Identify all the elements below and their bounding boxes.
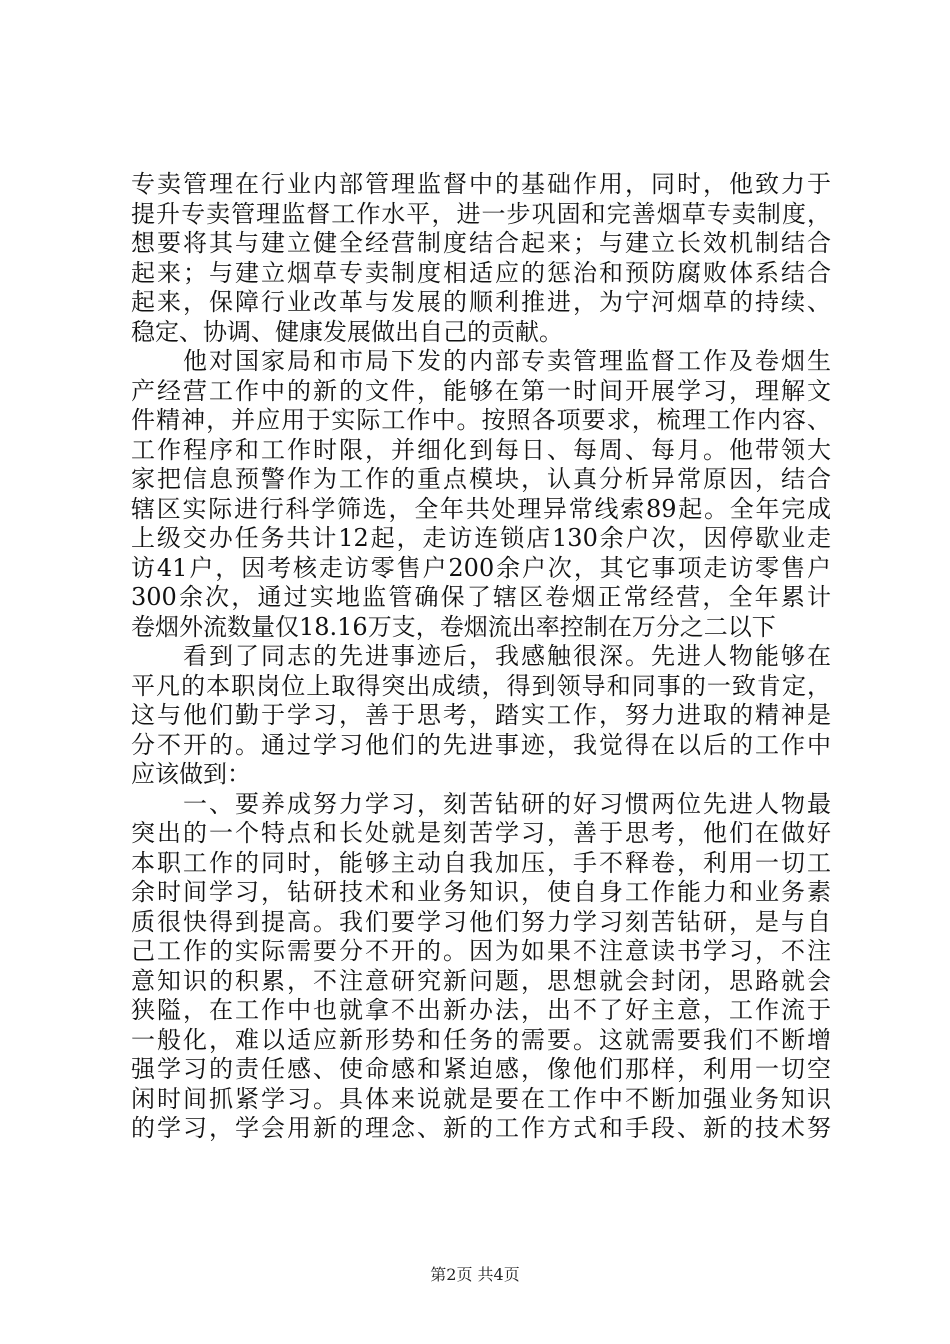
text-line: 狭隘，在工作中也就拿不出新办法，出不了好主意，工作流于 <box>131 996 831 1024</box>
text-line: 分不开的。通过学习他们的先进事迹，我觉得在以后的工作中 <box>131 730 831 759</box>
text-line: 一、要养成努力学习，刻苦钻研的好习惯两位先进人物最 <box>131 789 831 818</box>
page-footer: 第2页 共4页 <box>430 1265 520 1284</box>
text-line: 本职工作的同时，能够主动自我加压，手不释卷，利用一切工 <box>131 848 831 877</box>
text-line: 这与他们勤于学习，善于思考，踏实工作，努力进取的精神是 <box>131 701 831 729</box>
text-line: 产经营工作中的新的文件，能够在第一时间开展学习，理解文 <box>131 376 831 405</box>
text-line: 想要将其与建立健全经营制度结合起来；与建立长效机制结合 <box>131 229 831 257</box>
text-line: 卷烟外流数量仅18.16万支，卷烟流出率控制在万分之二以下 <box>131 612 776 641</box>
text-line: 看到了同志的先进事迹后，我感触很深。先进人物能够在 <box>131 642 831 670</box>
text-line: 质很快得到提高。我们要学习他们努力学习刻苦钻研，是与自 <box>131 907 831 936</box>
text-line: 提升专卖管理监督工作水平，进一步巩固和完善烟草专卖制度， <box>131 199 831 228</box>
text-line: 突出的一个特点和长处就是刻苦学习，善于思考，他们在做好 <box>131 819 831 847</box>
text-line: 意知识的积累，不注意研究新问题，思想就会封闭，思路就会 <box>131 966 831 995</box>
text-line: 平凡的本职岗位上取得突出成绩，得到领导和同事的一致肯定， <box>131 671 831 700</box>
text-line: 起来；与建立烟草专卖制度相适应的惩治和预防腐败体系结合 <box>131 258 831 287</box>
text-line: 辖区实际进行科学筛选，全年共处理异常线索89起。全年完成 <box>131 494 831 523</box>
text-line: 家把信息预警作为工作的重点模块，认真分析异常原因，结合 <box>131 465 831 493</box>
text-line: 工作程序和工作时限，并细化到每日、每周、每月。他带领大 <box>131 435 831 464</box>
text-line: 件精神，并应用于实际工作中。按照各项要求，梳理工作内容、 <box>131 406 831 434</box>
text-line: 强学习的责任感、使命感和紧迫感，像他们那样，利用一切空 <box>131 1055 831 1083</box>
text-line: 稳定、协调、健康发展做出自己的贡献。 <box>131 317 563 346</box>
text-line: 起来，保障行业改革与发展的顺利推进，为宁河烟草的持续、 <box>131 288 831 316</box>
text-line: 余时间学习，钻研技术和业务知识，使自身工作能力和业务素 <box>131 878 831 906</box>
text-line: 一般化，难以适应新形势和任务的需要。这就需要我们不断增 <box>131 1025 831 1054</box>
text-line: 上级交办任务共计12起，走访连锁店130余户次，因停歇业走 <box>131 524 831 552</box>
text-line: 己工作的实际需要分不开的。因为如果不注意读书学习，不注 <box>131 937 831 965</box>
text-line: 300余次，通过实地监管确保了辖区卷烟正常经营，全年累计 <box>131 583 831 611</box>
document-body <box>131 170 831 1144</box>
text-line: 他对国家局和市局下发的内部专卖管理监督工作及卷烟生 <box>131 347 831 375</box>
text-line: 的学习，学会用新的理念、新的工作方式和手段、新的技术努 <box>131 1114 831 1142</box>
text-line: 闲时间抓紧学习。具体来说就是要在工作中不断加强业务知识 <box>131 1084 831 1113</box>
text-line: 访41户，因考核走访零售户200余户次，其它事项走访零售户 <box>131 553 831 582</box>
text-line: 应该做到： <box>131 760 251 788</box>
text-line: 专卖管理在行业内部管理监督中的基础作用，同时，他致力于 <box>131 170 831 198</box>
